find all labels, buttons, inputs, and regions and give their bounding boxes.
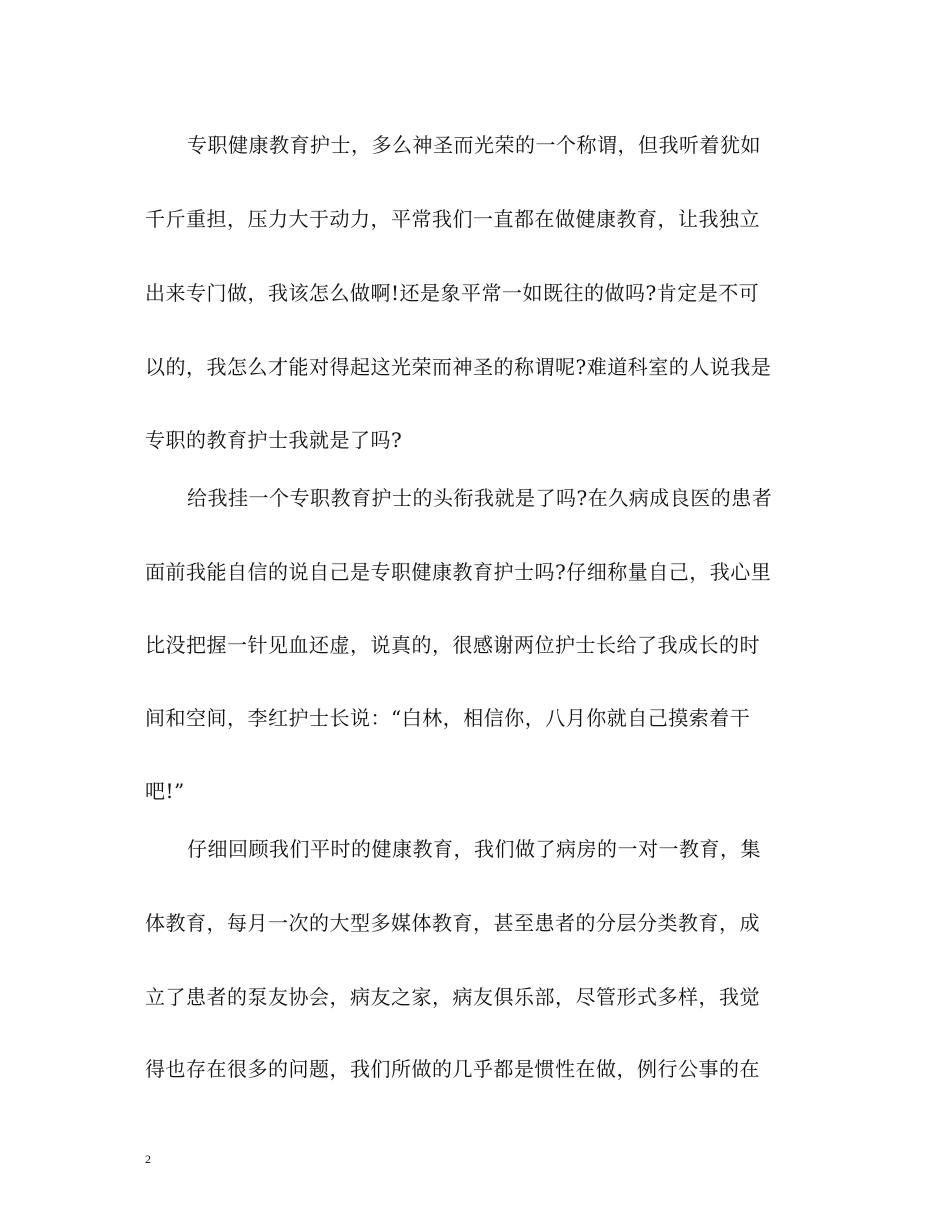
text-line: 千斤重担，压力大于动力，平常我们一直都在做健康教育，让我独立 (145, 207, 760, 231)
text-line: 仔细回顾我们平时的健康教育，我们做了病房的一对一教育，集 (187, 837, 761, 861)
text-line: 得也存在很多的问题，我们所做的几乎都是惯性在做，例行公事的在 (145, 1057, 760, 1081)
text-line: 专职健康教育护士，多么神圣而光荣的一个称谓，但我听着犹如 (187, 133, 761, 157)
text-line: 立了患者的泵友协会，病友之家，病友俱乐部，尽管形式多样，我觉 (145, 985, 760, 1009)
text-line: 比没把握一针见血还虚，说真的，很感谢两位护士长给了我成长的时 (145, 633, 760, 657)
text-line: 出来专门做，我该怎么做啊!还是象平常一如既往的做吗?肯定是不可 (145, 281, 760, 305)
text-line: 面前我能自信的说自己是专职健康教育护士吗?仔细称量自己，我心里 (145, 560, 772, 584)
text-line: 专职的教育护士我就是了吗? (145, 428, 403, 452)
text-line: 吧!” (145, 779, 185, 803)
text-line: 体教育，每月一次的大型多媒体教育，甚至患者的分层分类教育，成 (145, 911, 760, 935)
text-line: 以的，我怎么才能对得起这光荣而神圣的称谓呢?难道科室的人说我是 (145, 355, 772, 379)
text-line: 间和空间，李红护士长说：“白林，相信你，八月你就自己摸索着干 (145, 706, 751, 730)
text-line: 给我挂一个专职教育护士的头衔我就是了吗?在久病成良医的患者 (187, 486, 773, 510)
page-number: 2 (145, 1152, 151, 1166)
